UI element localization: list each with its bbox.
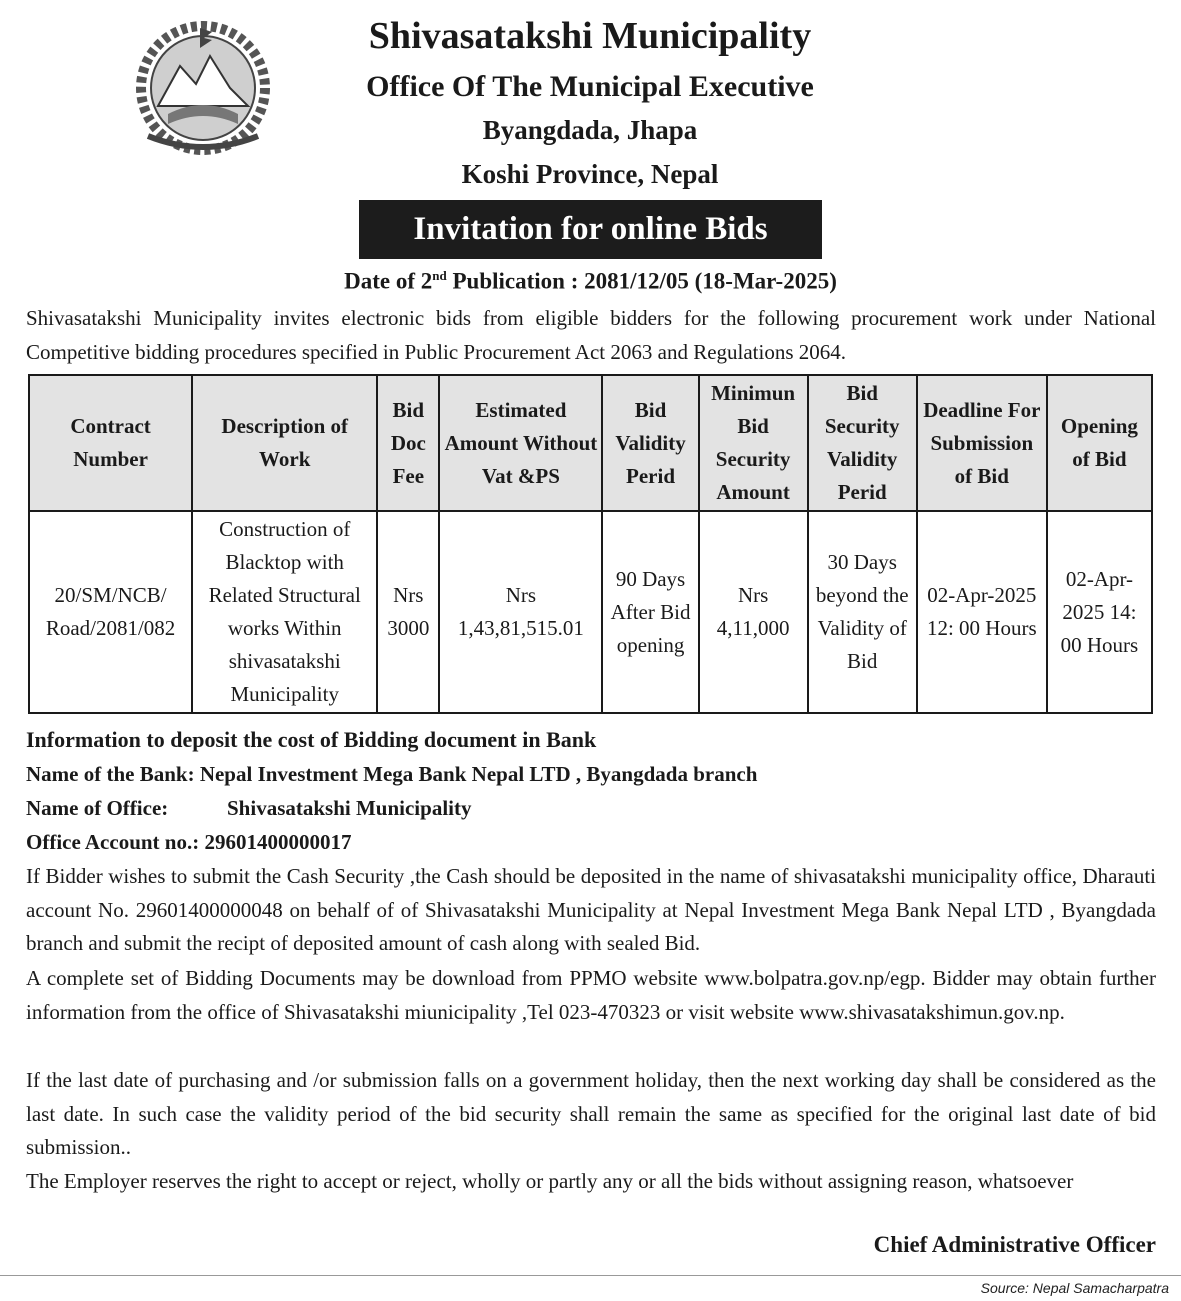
notice-title-banner: Invitation for online Bids bbox=[359, 200, 822, 259]
cell-min-bid-security: Nrs 4,11,000 bbox=[699, 511, 808, 713]
bank-info-title: Information to deposit the cost of Bidding document in Bank bbox=[26, 727, 597, 752]
office-account: Office Account no.: 29601400000017 bbox=[26, 830, 352, 854]
bidding-documents-paragraph: A complete set of Bidding Documents may be download from PPMO website www.bolpatra.gov.np/egp. Bidder may obtain further information from the office of Shivasatakshi miunicipality ,Tel 023-470323 or visit website www.shivasatakshimun.gov.np. bbox=[26, 966, 1156, 1024]
header-bid-validity: Bid Validity Perid bbox=[602, 375, 698, 511]
office-location: Byangdada, Jhapa bbox=[482, 115, 698, 145]
table-row bbox=[29, 511, 1152, 713]
header-security-validity: Bid Security Validity Perid bbox=[808, 375, 917, 511]
office-province: Koshi Province, Nepal bbox=[461, 159, 719, 189]
cell-description: Construction of Blacktop with Related Structural works Within shivasatakshi Municipality bbox=[192, 511, 377, 713]
header-min-bid-security: Minimun Bid Security Amount bbox=[699, 375, 808, 511]
publication-date: Date of 2nd Publication : 2081/12/05 (18-Mar-2025) bbox=[344, 268, 837, 294]
table-header-row bbox=[29, 375, 1152, 511]
employer-rights-paragraph: The Employer reserves the right to accept or reject, wholly or partly any or all the bids without assigning reason, whatsoever bbox=[26, 1169, 1074, 1193]
office-label: Name of Office: bbox=[26, 796, 169, 820]
source-divider bbox=[0, 1275, 1181, 1276]
header-description: Description of Work bbox=[192, 375, 377, 511]
cell-estimated-amount: Nrs 1,43,81,515.01 bbox=[439, 511, 602, 713]
header-deadline: Deadline For Submission of Bid bbox=[917, 375, 1047, 511]
office-name: Office Of The Municipal Executive bbox=[366, 70, 814, 103]
cell-bid-doc-fee: Nrs 3000 bbox=[377, 511, 439, 713]
cell-bid-validity: 90 Days After Bid opening bbox=[602, 511, 698, 713]
municipality-name: Shivasatakshi Municipality bbox=[368, 15, 812, 57]
nepal-emblem-icon bbox=[118, 18, 288, 160]
bid-table bbox=[28, 374, 1153, 714]
cell-contract-number: 20/SM/NCB/ Road/2081/082 bbox=[29, 511, 192, 713]
cell-opening: 02-Apr-2025 14: 00 Hours bbox=[1047, 511, 1152, 713]
source-credit: Source: Nepal Samacharpatra bbox=[980, 1280, 1169, 1296]
header-contract-number: Contract Number bbox=[29, 375, 192, 511]
bank-name: Name of the Bank: Nepal Investment Mega Bank Nepal LTD , Byangdada branch bbox=[26, 762, 758, 786]
cell-deadline: 02-Apr-2025 12: 00 Hours bbox=[917, 511, 1047, 713]
signature-title: Chief Administrative Officer bbox=[873, 1232, 1156, 1257]
header-estimated-amount: Estimated Amount Without Vat &PS bbox=[439, 375, 602, 511]
header-opening: Opening of Bid bbox=[1047, 375, 1152, 511]
office-name-line bbox=[26, 796, 472, 821]
cash-security-paragraph: If Bidder wishes to submit the Cash Security ,the Cash should be deposited in the name of shivasatakshi municipality office, Dharauti account No. 29601400000048 on behalf of of Shivasatakshi Municipality at Nepal Investment Mega Bank Nepal LTD , Byangdada branch and submit the recipt of deposited amount of cash along with sealed Bid. bbox=[26, 864, 1156, 955]
header-bid-doc-fee: Bid Doc Fee bbox=[377, 375, 439, 511]
cell-security-validity: 30 Days beyond the Validity of Bid bbox=[808, 511, 917, 713]
holiday-paragraph: If the last date of purchasing and /or submission falls on a government holiday, then the next working day shall be considered as the last date. In such case the validity period of the bid security shall remain the same as specified for the original last date of bid submission.. bbox=[26, 1068, 1156, 1159]
intro-paragraph: Shivasatakshi Municipality invites electronic bids from eligible bidders for the following procurement work under National Competitive bidding procedures specified in Public Procurement Act 2063 and Regulations 2064. bbox=[26, 306, 1156, 364]
office-value: Shivasatakshi Municipality bbox=[227, 796, 472, 820]
